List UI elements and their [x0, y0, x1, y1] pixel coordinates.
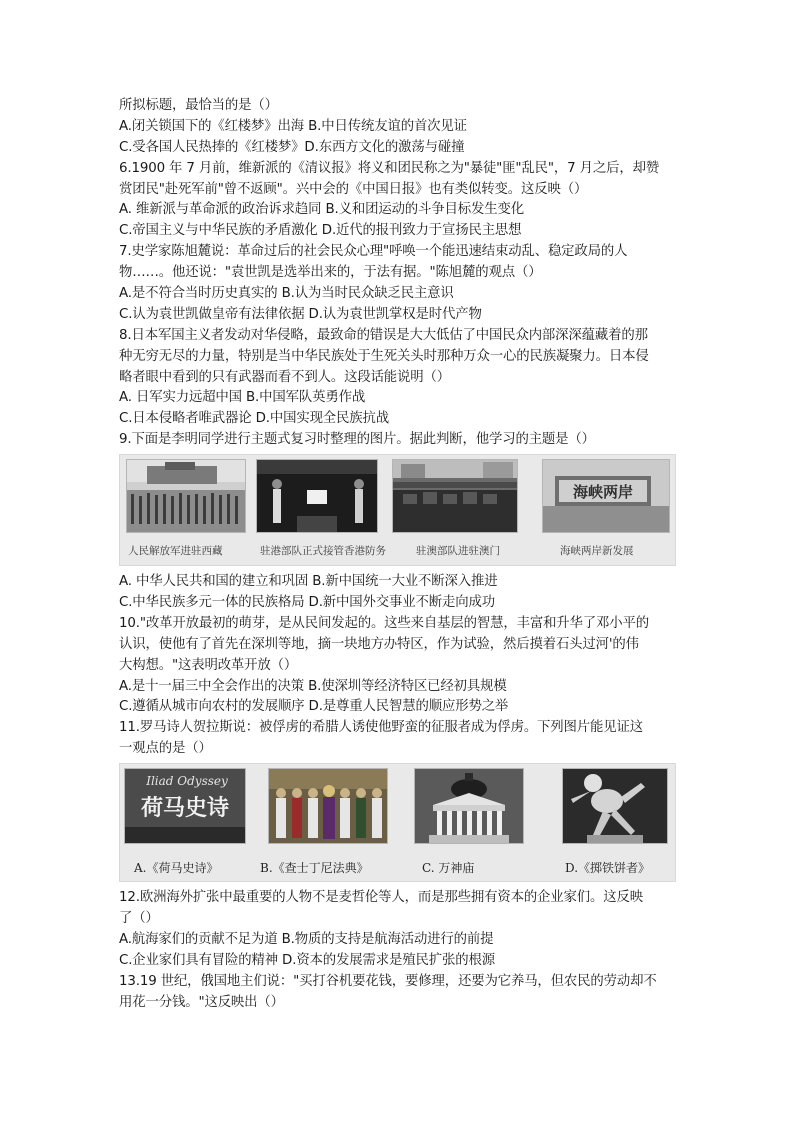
text-line: C.遵循从城市向农村的发展顺序 D.是尊重人民智慧的顺应形势之举 [119, 699, 509, 715]
text-line: A. 中华人民共和国的建立和巩固 B.新中国统一大业不断深入推进 [119, 574, 498, 590]
text-line: 大构想。"这表明改革开放（） [119, 657, 298, 673]
caption-tibet: 人民解放军进驻西藏 [128, 545, 223, 558]
tibet-photo [126, 459, 246, 533]
homer-epic-photo [124, 768, 246, 844]
text-line: 认识，使他有了首先在深圳等地，摘一块地方办特区，作为试验，然后摸着石头过河'的伟 [119, 636, 639, 652]
q9-photo-strip [119, 454, 676, 566]
hongkong-photo [256, 459, 378, 533]
text-block-a [119, 96, 677, 451]
strait-photo [542, 459, 670, 533]
text-line: A.是不符合当时历史真实的 B.认为当时民众缺乏民主意识 [119, 286, 454, 302]
text-line: 赏团民"赴死军前"曾不返顾"。兴中会的《中国日报》也有类似转变。这反映（） [119, 181, 588, 197]
epic-title-en: Iliad Odyssey [146, 774, 228, 789]
text-line: C.企业家们具有冒险的精神 D.资本的发展需求是殖民扩张的根源 [119, 952, 495, 968]
text-line: 6.1900 年 7 月前，维新派的《清议报》将义和团民称之为"暴徒"匪"乱民"，7 月之后，却赞 [119, 160, 660, 176]
macau-photo [392, 459, 518, 533]
q11-photo-strip [119, 763, 676, 882]
caption-hongkong: 驻港部队正式接管香港防务 [260, 545, 386, 558]
question-content [119, 96, 677, 1014]
text-line: A.是十一届三中全会作出的决策 B.使深圳等经济特区已经初具规模 [119, 678, 507, 694]
text-line: 7.史学家陈旭麓说：革命过后的社会民众心理"呼唤一个能迅速结束动乱、稳定政局的人 [119, 244, 628, 260]
caption-strait: 海峡两岸新发展 [560, 545, 634, 558]
text-line: 所拟标题，最恰当的是（） [119, 98, 278, 113]
text-line: 8.日本军国主义者发动对华侵略，最致命的错误是大大低估了中国民众内部深深蕴藏着的那 [119, 327, 648, 343]
justinian-mosaic-photo [268, 768, 388, 844]
caption-macau: 驻澳部队进驻澳门 [416, 545, 500, 558]
epic-title-cn: 荷马史诗 [140, 796, 230, 822]
text-block-c [119, 888, 677, 1013]
text-line: 10."改革开放最初的萌芽，是从民间发起的。这些来自基层的智慧，丰富和升华了邓小平的 [119, 615, 649, 631]
text-line: 了（） [119, 911, 159, 927]
text-line: 用花一分钱。"这反映出（） [119, 994, 284, 1010]
text-line: 略者眼中看到的只有武器而看不到人。这段话能说明（） [119, 369, 451, 385]
text-line: C.日本侵略者唯武器论 D.中国实现全民族抗战 [119, 411, 390, 427]
caption-discobolus: D.《掷铁饼者》 [565, 861, 651, 876]
caption-pantheon: C. 万神庙 [422, 861, 475, 876]
discobolus-photo [562, 768, 668, 844]
text-line: 一观点的是（） [119, 741, 212, 757]
text-line: A.闭关锁国下的《红楼梦》出海 B.中日传统友谊的首次见证 [119, 118, 467, 134]
text-block-b [119, 572, 677, 760]
text-line: 种无穷无尽的力量，特别是当中华民族处于生死关头时那种万众一心的民族凝聚力。日本侵 [119, 348, 649, 364]
text-line: A. 维新派与革命派的政治诉求趋同 B.义和团运动的斗争目标发生变化 [119, 202, 524, 218]
text-line: 13.19 世纪，俄国地主们说："买打谷机要花钱，要修理，还要为它养马，但农民的劳动却不 [119, 973, 657, 989]
caption-homer: A.《荷马史诗》 [134, 861, 219, 876]
text-line: 9.下面是李明同学进行主题式复习时整理的图片。据此判断，他学习的主题是（） [119, 432, 595, 448]
text-line: C.受各国人民热捧的《红楼梦》D.东西方文化的激荡与碰撞 [119, 139, 465, 155]
text-line: C.认为袁世凯做皇帝有法律依据 D.认为袁世凯掌权是时代产物 [119, 306, 482, 322]
text-line: C.中华民族多元一体的民族格局 D.新中国外交事业不断走向成功 [119, 595, 495, 611]
caption-justinian: B.《查士丁尼法典》 [260, 861, 369, 876]
pantheon-photo [414, 768, 524, 844]
strait-sign-text: 海峡两岸 [572, 483, 634, 502]
text-line: A. 日军实力远超中国 B.中国军队英勇作战 [119, 390, 366, 406]
text-line: A.航海家们的贡献不足为道 B.物质的支持是航海活动进行的前提 [119, 931, 494, 947]
text-line: C.帝国主义与中华民族的矛盾激化 D.近代的报刊致力于宣扬民主思想 [119, 223, 522, 239]
text-line: 物……。他还说："袁世凯是选举出来的，于法有据。"陈旭麓的观点（） [119, 265, 542, 281]
text-line: 11.罗马诗人贺拉斯说：被俘虏的希腊人诱使他野蛮的征服者成为俘虏。下列图片能见证这 [119, 720, 643, 736]
text-line: 12.欧洲海外扩张中最重要的人物不是麦哲伦等人，而是那些拥有资本的企业家们。这反映 [119, 890, 643, 906]
